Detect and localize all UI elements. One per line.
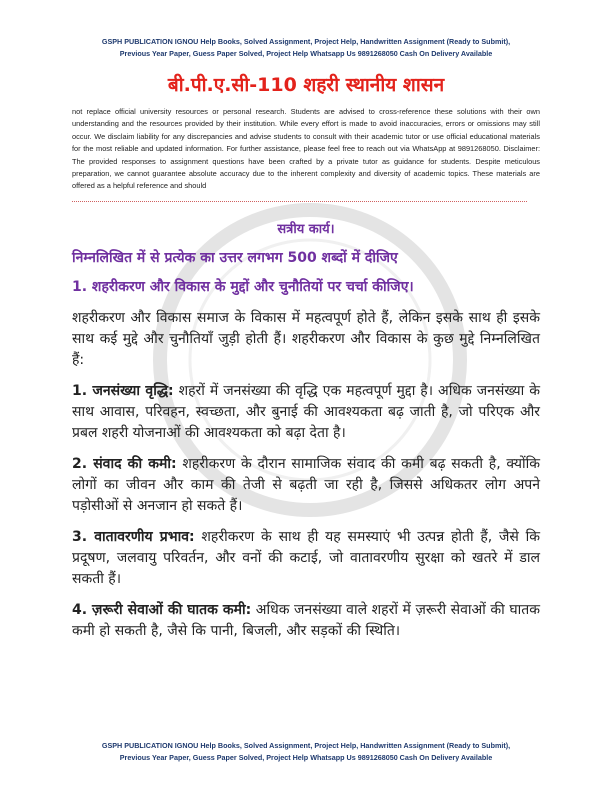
instruction-heading: निम्नलिखित में से प्रत्येक का उत्तर लगभग 500 शब्दों में दीजिए bbox=[72, 249, 398, 266]
point-text: शहरीकरण के साथ ही यह समस्याएं भी उत्पन्न होती हैं, जैसे कि प्रदूषण, जलवायु परिवर्तन, और वनों की कटाई, जो वातावरणीय सुरक्षा को खतरे में डाल सकती हैं। bbox=[72, 528, 540, 587]
footer-line-2: Previous Year Paper, Guess Paper Solved, Project Help Whatsapp Us 9891268050 Cash On Delivery Available bbox=[119, 753, 493, 762]
point-paragraph bbox=[72, 600, 540, 642]
page-footer bbox=[40, 740, 572, 764]
spacer bbox=[72, 642, 540, 740]
document-title: बी.पी.ए.सी-110 शहरी स्थानीय शासन bbox=[167, 74, 445, 96]
intro-paragraph: शहरीकरण और विकास समाज के विकास में महत्वपूर्ण होते हैं, लेकिन इसके साथ ही इसके साथ कई मुद्दे और चुनौतियाँ जुड़ी होती हैं। शहरीकरण और विकास के कुछ मुद्दे निम्नलिखित हैं: bbox=[72, 309, 540, 368]
point-paragraph bbox=[72, 527, 540, 590]
point-text: शहरीकरण के दौरान सामाजिक संवाद की कमी बढ़ सकती है, क्योंकि लोगों का जीवन और काम की तेजी से बढ़ती जा रही है, जिससे अधिकतर लोग अपने पड़ोसीओं से अनजान हो सकते हैं। bbox=[72, 455, 540, 514]
page-header bbox=[40, 36, 572, 60]
point-label: 4. ज़रूरी सेवाओं की घातक कमी: bbox=[72, 601, 252, 618]
point-label: 1. जनसंख्या वृद्धि: bbox=[72, 382, 174, 399]
point-paragraph bbox=[72, 381, 540, 444]
footer-line-1: GSPH PUBLICATION IGNOU Help Books, Solved Assignment, Project Help, Handwritten Assignment (Ready to Submit), bbox=[101, 741, 511, 750]
divider bbox=[72, 201, 527, 202]
point-text: शहरों में जनसंख्या की वृद्धि एक महत्वपूर्ण मुद्दा है। अधिक जनसंख्या के साथ आवास, परिवहन, स्वच्छता, और बुनाई की आवश्यकता बढ़ जाती है, जो परिएक और प्रबल शहरी योजनाओं की आवश्यकता को बढ़ा देता है। bbox=[72, 382, 540, 441]
question-heading: 1. शहरीकरण और विकास के मुद्दों और चुनौतियों पर चर्चा कीजिए। bbox=[72, 278, 414, 295]
disclaimer-text: not replace official university resources or personal research. Students are advised to cross-reference these solutions with their own understanding and the resources provided by their institution. While every effort is made to avoid inaccuracies, errors or omissions may still occur. We disclaim liability for any discrepancies and advise students to consult with their academic tutor or use official educational materials for the most reliable and updated information. For further assistance, please feel free to reach out via WhatsApp at 9891268050. Disclaimer: The provided responses to assignment questions have been crafted by a private tutor as guidance for students. Despite meticulous preparation, we cannot guarantee absolute accuracy due to the inherent complexity and diversity of academic topics. These materials are offered as a helpful reference and should bbox=[72, 107, 540, 191]
point-paragraph bbox=[72, 454, 540, 517]
point-label: 2. संवाद की कमी: bbox=[72, 455, 177, 472]
point-text: अधिक जनसंख्या वाले शहरों में ज़रूरी सेवाओं की घातक कमी हो सकती है, जैसे कि पानी, बिजली, और सड़कों की स्थिति। bbox=[72, 601, 540, 639]
header-line-1: GSPH PUBLICATION IGNOU Help Books, Solved Assignment, Project Help, Handwritten Assignment (Ready to Submit), bbox=[101, 37, 511, 46]
point-label: 3. वातावरणीय प्रभाव: bbox=[72, 528, 195, 545]
header-line-2: Previous Year Paper, Guess Paper Solved, Project Help Whatsapp Us 9891268050 Cash On Delivery Available bbox=[119, 49, 493, 58]
section-title: सत्रीय कार्य। bbox=[277, 221, 335, 237]
